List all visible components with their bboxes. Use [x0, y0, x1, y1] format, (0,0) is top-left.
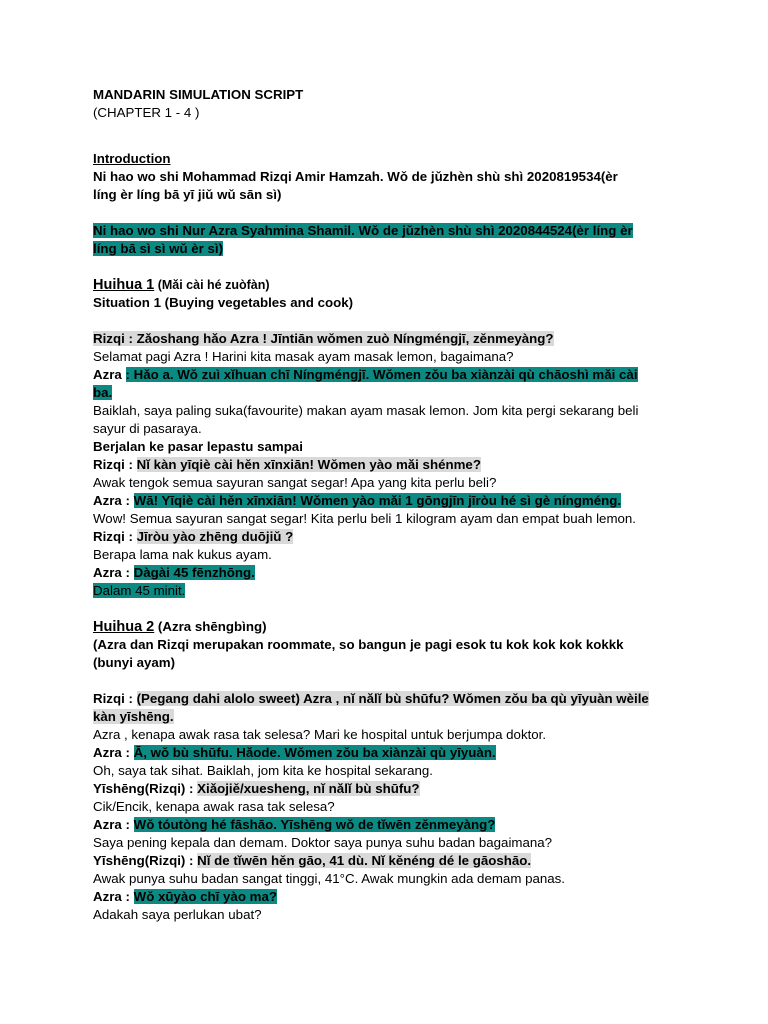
teal-highlight: Dalam 45 minit.: [93, 583, 186, 598]
speaker-rizqi: Rizqi :: [93, 691, 137, 706]
speaker-rizqi: Rizqi :: [93, 331, 137, 346]
document-subtitle: (CHAPTER 1 - 4 ): [93, 105, 200, 120]
h1-translation-1: Selamat pagi Azra ! Harini kita masak ayam masak lemon, bagaimana?: [93, 349, 514, 364]
speaker-rizqi: Rizqi :: [93, 529, 137, 544]
dialogue-text: Dàgài 45 fēnzhōng.: [133, 565, 255, 580]
speaker-azra: Azra :: [93, 889, 134, 904]
intro-heading: Introduction: [93, 151, 171, 166]
h1-translation-5: Berapa lama nak kukus ayam.: [93, 547, 272, 562]
teal-highlight: Ni hao wo shi Nur Azra Syahmina Shamil. Wǒ de jǔzhèn shù shì 2020844524(èr líng èr: [93, 223, 633, 238]
dialogue-text: Wǒ tóutòng hé fāshāo. Yīshēng wǒ de tǐwēn zěnmeyàng?: [133, 817, 496, 832]
h2-dialogue-2: [93, 744, 696, 762]
dialogue-text: Xiǎojiě/xuesheng, nǐ nǎlǐ bù shūfu?: [197, 781, 420, 796]
h2-translation-3: Cik/Encik, kenapa awak rasa tak selesa?: [93, 799, 335, 814]
h1-dialogue-1: [93, 330, 696, 348]
huihua1-title: Huihua 1: [93, 277, 155, 293]
h1-translation-2b: sayur di pasaraya.: [93, 421, 202, 436]
speaker-rizqi: Rizqi :: [93, 457, 137, 472]
dialogue-text: ba.: [93, 385, 113, 400]
speaker-doctor: Yīshēng(Rizqi) :: [93, 853, 198, 868]
dialogue-text: Wā! Yīqiè cài hěn xīnxiān! Wǒmen yào mǎi 1 gōngjīn jīròu hé sì gè níngméng.: [133, 493, 622, 508]
huihua2-title: Huihua 2: [93, 619, 155, 635]
intro-azra-line-1: [93, 222, 696, 240]
h1-dialogue-4: [93, 492, 696, 510]
h2-dialogue-5: [93, 852, 696, 870]
huihua1-pinyin: (Mǎi cài hé zuòfàn): [154, 278, 270, 292]
h1-scene-note: Berjalan ke pasar lepastu sampai: [93, 439, 303, 454]
h1-dialogue-3: [93, 456, 696, 474]
h1-dialogue-6: [93, 564, 696, 582]
dialogue-text: kàn yīshēng.: [93, 709, 174, 724]
huihua2-subtitle: (Azra shēngbìng): [154, 619, 267, 634]
dialogue-text: Wǒ xūyào chī yào ma?: [133, 889, 277, 904]
huihua2-context-2: (bunyi ayam): [93, 655, 176, 670]
h1-translation-6: [93, 582, 696, 600]
h1-dialogue-5: [93, 528, 696, 546]
intro-rizqi-line-1: Ni hao wo shi Mohammad Rizqi Amir Hamzah. Wǒ de jǔzhèn shù shì 2020819534(èr: [93, 169, 618, 184]
h2-dialogue-4: [93, 816, 696, 834]
huihua1-situation: Situation 1 (Buying vegetables and cook): [93, 295, 354, 310]
dialogue-text: Nǐ kàn yīqiè cài hěn xīnxiān! Wǒmen yào mǎi shénme?: [136, 457, 481, 472]
huihua2-context-1: (Azra dan Rizqi merupakan roommate, so bangun je pagi esok tu kok kok kok kokkk: [93, 637, 624, 652]
huihua2-heading: [93, 618, 696, 636]
h1-translation-2a: Baiklah, saya paling suka(favourite) makan ayam masak lemon. Jom kita pergi sekarang beli: [93, 403, 639, 418]
speaker-doctor: Yīshēng(Rizqi) :: [93, 781, 198, 796]
dialogue-text: (Pegang dahi alolo sweet) Azra , nǐ nǎlǐ bù shūfu? Wǒmen zǒu ba qù yīyuàn wèile: [136, 691, 649, 706]
speaker-azra: Azra :: [93, 745, 134, 760]
h2-dialogue-3: [93, 780, 696, 798]
document-title: MANDARIN SIMULATION SCRIPT: [93, 87, 304, 102]
intro-azra-line-2: [93, 240, 696, 258]
dialogue-text: Ā, wǒ bù shūfu. Hǎode. Wǒmen zǒu ba xiànzài qù yīyuàn.: [133, 745, 496, 760]
h2-dialogue-1-cont: [93, 708, 696, 726]
h2-translation-5: Awak punya suhu badan sangat tinggi, 41°C. Awak mungkin ada demam panas.: [93, 871, 566, 886]
h1-translation-4: Wow! Semua sayuran sangat segar! Kita perlu beli 1 kilogram ayam dan empat buah lemon.: [93, 511, 637, 526]
teal-highlight: líng bā sì sì wǔ èr sì): [93, 241, 224, 256]
speaker-azra: Azra :: [93, 493, 134, 508]
h2-dialogue-6: [93, 888, 696, 906]
huihua1-heading: [93, 276, 696, 294]
speaker-azra: Azra :: [93, 817, 134, 832]
h2-dialogue-1: [93, 690, 696, 708]
h2-translation-2: Oh, saya tak sihat. Baiklah, jom kita ke hospital sekarang.: [93, 763, 433, 778]
speaker-azra: Azra :: [93, 565, 134, 580]
h1-dialogue-2-cont: [93, 384, 696, 402]
dialogue-text: : Hǎo a. Wǒ zuì xǐhuan chī Níngméngjī. Wǒmen zǒu ba xiànzài qù chāoshì mǎi cài: [125, 367, 638, 382]
h1-dialogue-2: [93, 366, 696, 384]
h1-translation-3: Awak tengok semua sayuran sangat segar! Apa yang kita perlu beli?: [93, 475, 497, 490]
h2-translation-4: Saya pening kepala dan demam. Doktor saya punya suhu badan bagaimana?: [93, 835, 553, 850]
dialogue-text: Nǐ de tǐwēn hěn gāo, 41 dù. Nǐ kěnéng dé le gāoshāo.: [197, 853, 532, 868]
h2-translation-6: Adakah saya perlukan ubat?: [93, 907, 262, 922]
dialogue-text: Jīròu yào zhēng duōjiǔ ?: [136, 529, 294, 544]
h2-translation-1: Azra , kenapa awak rasa tak selesa? Mari ke hospital untuk berjumpa doktor.: [93, 727, 547, 742]
intro-rizqi-line-2: líng èr líng bā yī jiǔ wǔ sān sì): [93, 187, 282, 202]
dialogue-text: Zǎoshang hǎo Azra ! Jīntiān wǒmen zuò Níngméngjī, zěnmeyàng?: [136, 331, 554, 346]
speaker-azra: Azra: [93, 367, 126, 382]
